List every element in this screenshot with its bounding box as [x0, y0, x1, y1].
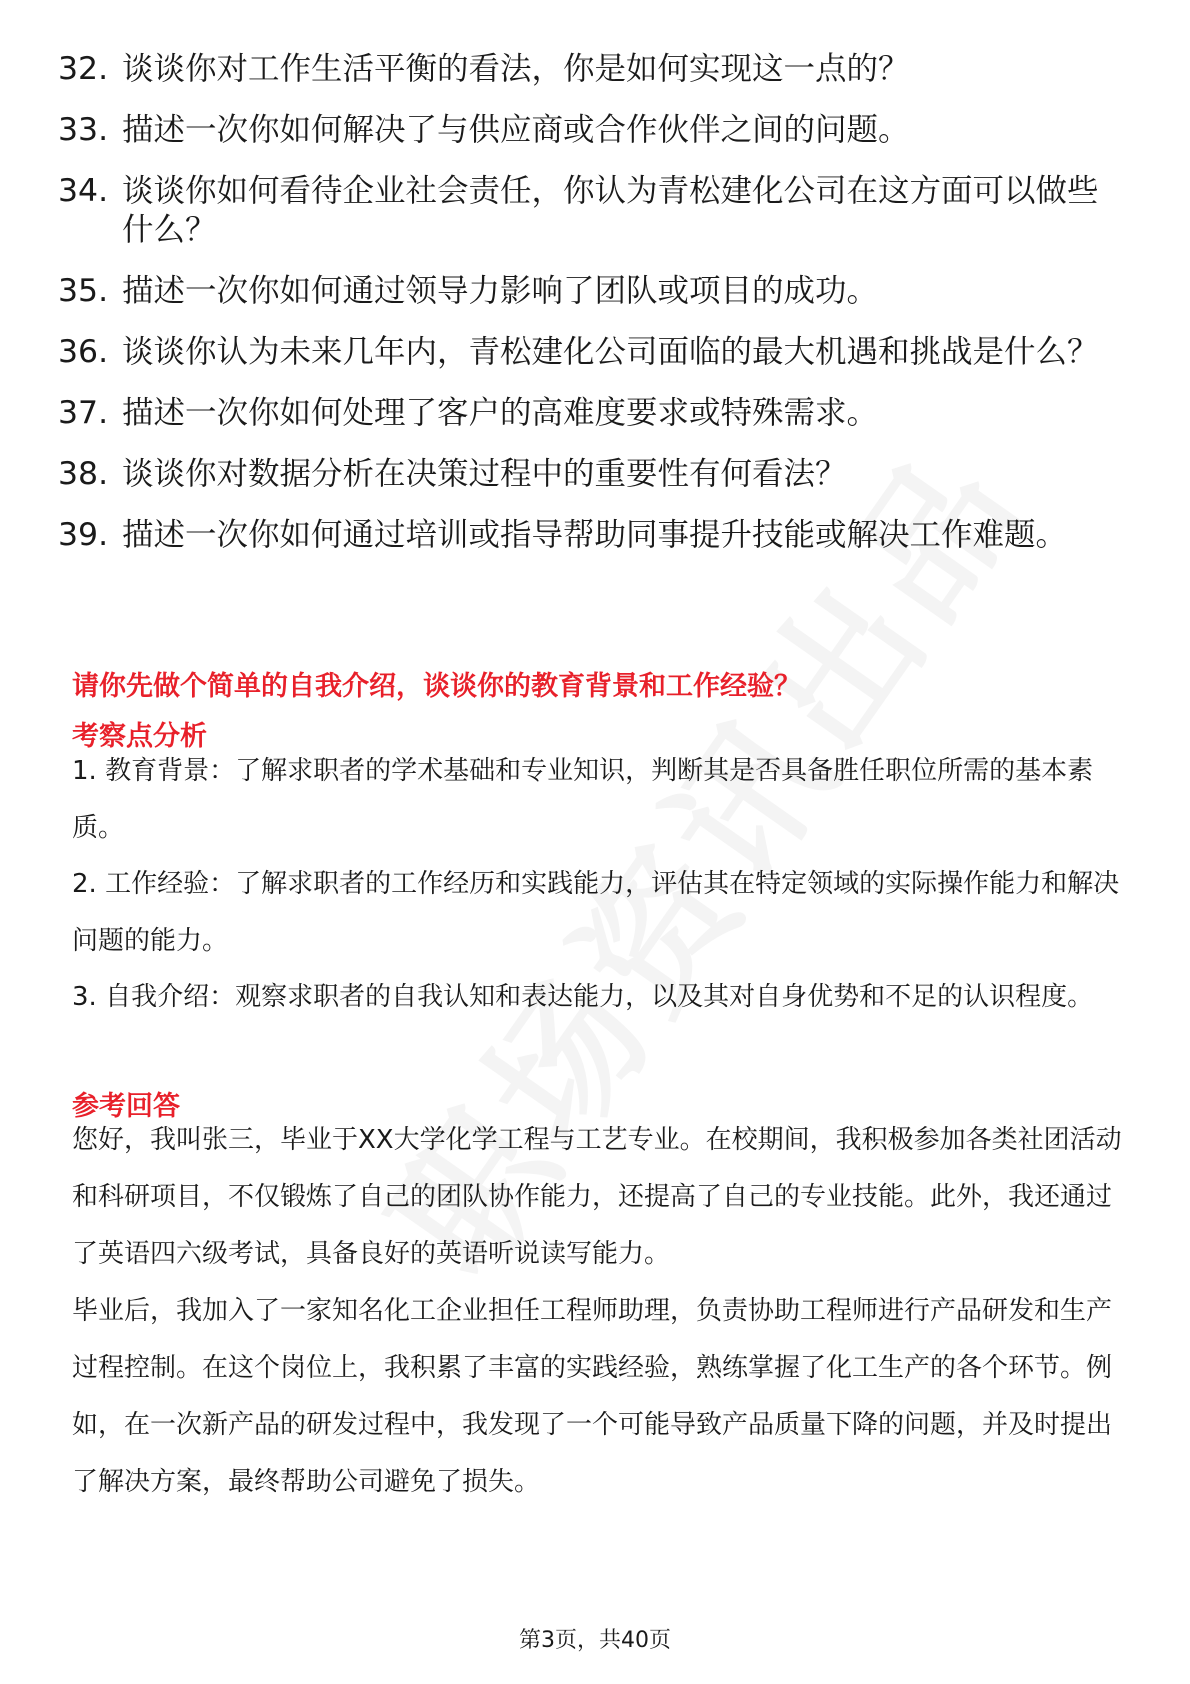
question-number: 34.	[58, 173, 109, 209]
question-number: 32.	[58, 51, 109, 87]
question-item	[58, 333, 1118, 372]
question-item	[58, 50, 1118, 89]
question-number: 36.	[58, 334, 109, 370]
main-question-title: 请你先做个简单的自我介绍，谈谈你的教育背景和工作经验？	[72, 671, 801, 702]
answer-paragraph: 您好，我叫张三，毕业于XX大学化学工程与工艺专业。在校期间，我积极参加各类社团活动和科研项目，不仅锻炼了自己的团队协作能力，还提高了自己的专业技能。此外，我还通过了英语四六级考试，具备良好的英语听说读写能力。	[72, 1125, 1122, 1269]
page-footer: 第3页，共40页	[519, 1628, 671, 1653]
answer-paragraph: 毕业后，我加入了一家知名化工企业担任工程师助理，负责协助工程师进行产品研发和生产过程控制。在这个岗位上，我积累了丰富的实践经验，熟练掌握了化工生产的各个环节。例如，在一次新产品的研发过程中，我发现了一个可能导致产品质量下降的问题，并及时提出了解决方案，最终帮助公司避免了损失。	[72, 1296, 1113, 1497]
question-list	[58, 50, 1118, 577]
answer-heading: 参考回答	[72, 1091, 180, 1122]
question-text: 谈谈你如何看待企业社会责任，你认为青松建化公司在这方面可以做些什么？	[122, 173, 1099, 248]
question-text: 描述一次你如何通过领导力影响了团队或项目的成功。	[122, 273, 879, 309]
question-item	[58, 111, 1118, 150]
question-text: 谈谈你认为未来几年内，青松建化公司面临的最大机遇和挑战是什么？	[122, 334, 1099, 370]
question-number: 35.	[58, 273, 109, 309]
question-item	[58, 272, 1118, 311]
question-item	[58, 172, 1118, 250]
question-item	[58, 516, 1118, 555]
question-text: 谈谈你对工作生活平衡的看法，你是如何实现这一点的？	[122, 51, 910, 87]
question-text: 描述一次你如何处理了客户的高难度要求或特殊需求。	[122, 395, 879, 431]
question-number: 39.	[58, 517, 109, 553]
analysis-point: 2. 工作经验：了解求职者的工作经历和实践能力，评估其在特定领域的实际操作能力和解决问题的能力。	[72, 869, 1120, 956]
question-item	[58, 394, 1118, 433]
question-number: 38.	[58, 456, 109, 492]
question-number: 33.	[58, 112, 109, 148]
question-item	[58, 455, 1118, 494]
analysis-point: 1. 教育背景：了解求职者的学术基础和专业知识，判断其是否具备胜任职位所需的基本素质。	[72, 756, 1094, 843]
question-number: 37.	[58, 395, 109, 431]
question-text: 描述一次你如何解决了与供应商或合作伙伴之间的问题。	[122, 112, 910, 148]
question-text: 描述一次你如何通过培训或指导帮助同事提升技能或解决工作难题。	[122, 517, 1068, 553]
analysis-point: 3. 自我介绍：观察求职者的自我认知和表达能力，以及其对自身优势和不足的认识程度。	[72, 982, 1094, 1012]
question-text: 谈谈你对数据分析在决策过程中的重要性有何看法？	[122, 456, 847, 492]
analysis-heading: 考察点分析	[72, 721, 207, 752]
